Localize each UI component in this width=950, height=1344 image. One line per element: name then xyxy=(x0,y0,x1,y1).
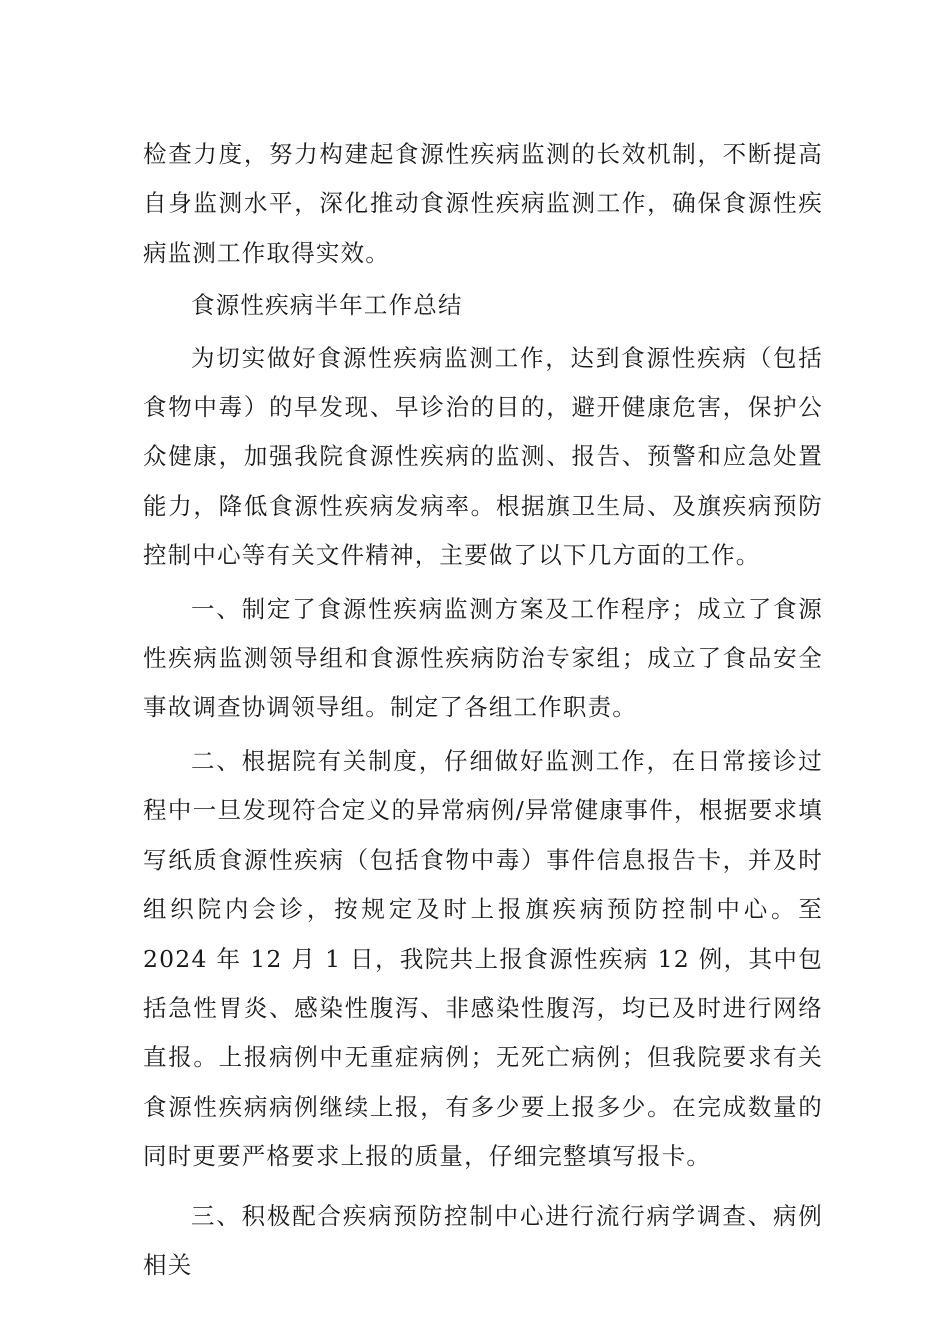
paragraph-continuation: 检查力度，努力构建起食源性疾病监测的长效机制，不断提高自身监测水平，深化推动食源性疾病监测工作，确保食源性疾病监测工作取得实效。 xyxy=(143,140,823,267)
section-heading: 食源性疾病半年工作总结 xyxy=(191,291,463,320)
body-text xyxy=(143,130,823,1290)
paragraph-item-3: 三、积极配合疾病预防控制中心进行流行病学调查、病例相关 xyxy=(143,1201,823,1279)
paragraph-item-1: 一、制定了食源性疾病监测方案及工作程序；成立了食源性疾病监测领导组和食源性疾病防治专家组；成立了食品安全事故调查协调领导组。制定了各组工作职责。 xyxy=(143,594,823,722)
paragraph-intro: 为切实做好食源性疾病监测工作，达到食源性疾病（包括食物中毒）的早发现、早诊治的目的，避开健康危害，保护公众健康，加强我院食源性疾病的监测、报告、预警和应急处置能力，降低食源性疾病发病率。根据旗卫生局、及旗疾病预防控制中心等有关文件精神，主要做了以下几方面的工作。 xyxy=(143,343,823,570)
paragraph-item-2: 二、根据院有关制度，仔细做好监测工作，在日常接诊过程中一旦发现符合定义的异常病例/异常健康事件，根据要求填写纸质食源性疾病（包括食物中毒）事件信息报告卡，并及时组织院内会诊，按规定及时上报旗疾病预防控制中心。至 2024 年 12 月 1 日，我院共上报食源性疾病 12 例，其中包括急性胃炎、感染性腹泻、非感染性腹泻，均已及时进行网络直报。上报病例中无重症病例；无死亡病例；但我院要求有关食源性疾病病例继续上报，有多少要上报多少。在完成数量的同时更要严格要求上报的质量，仔细完整填写报卡。 xyxy=(143,746,823,1171)
